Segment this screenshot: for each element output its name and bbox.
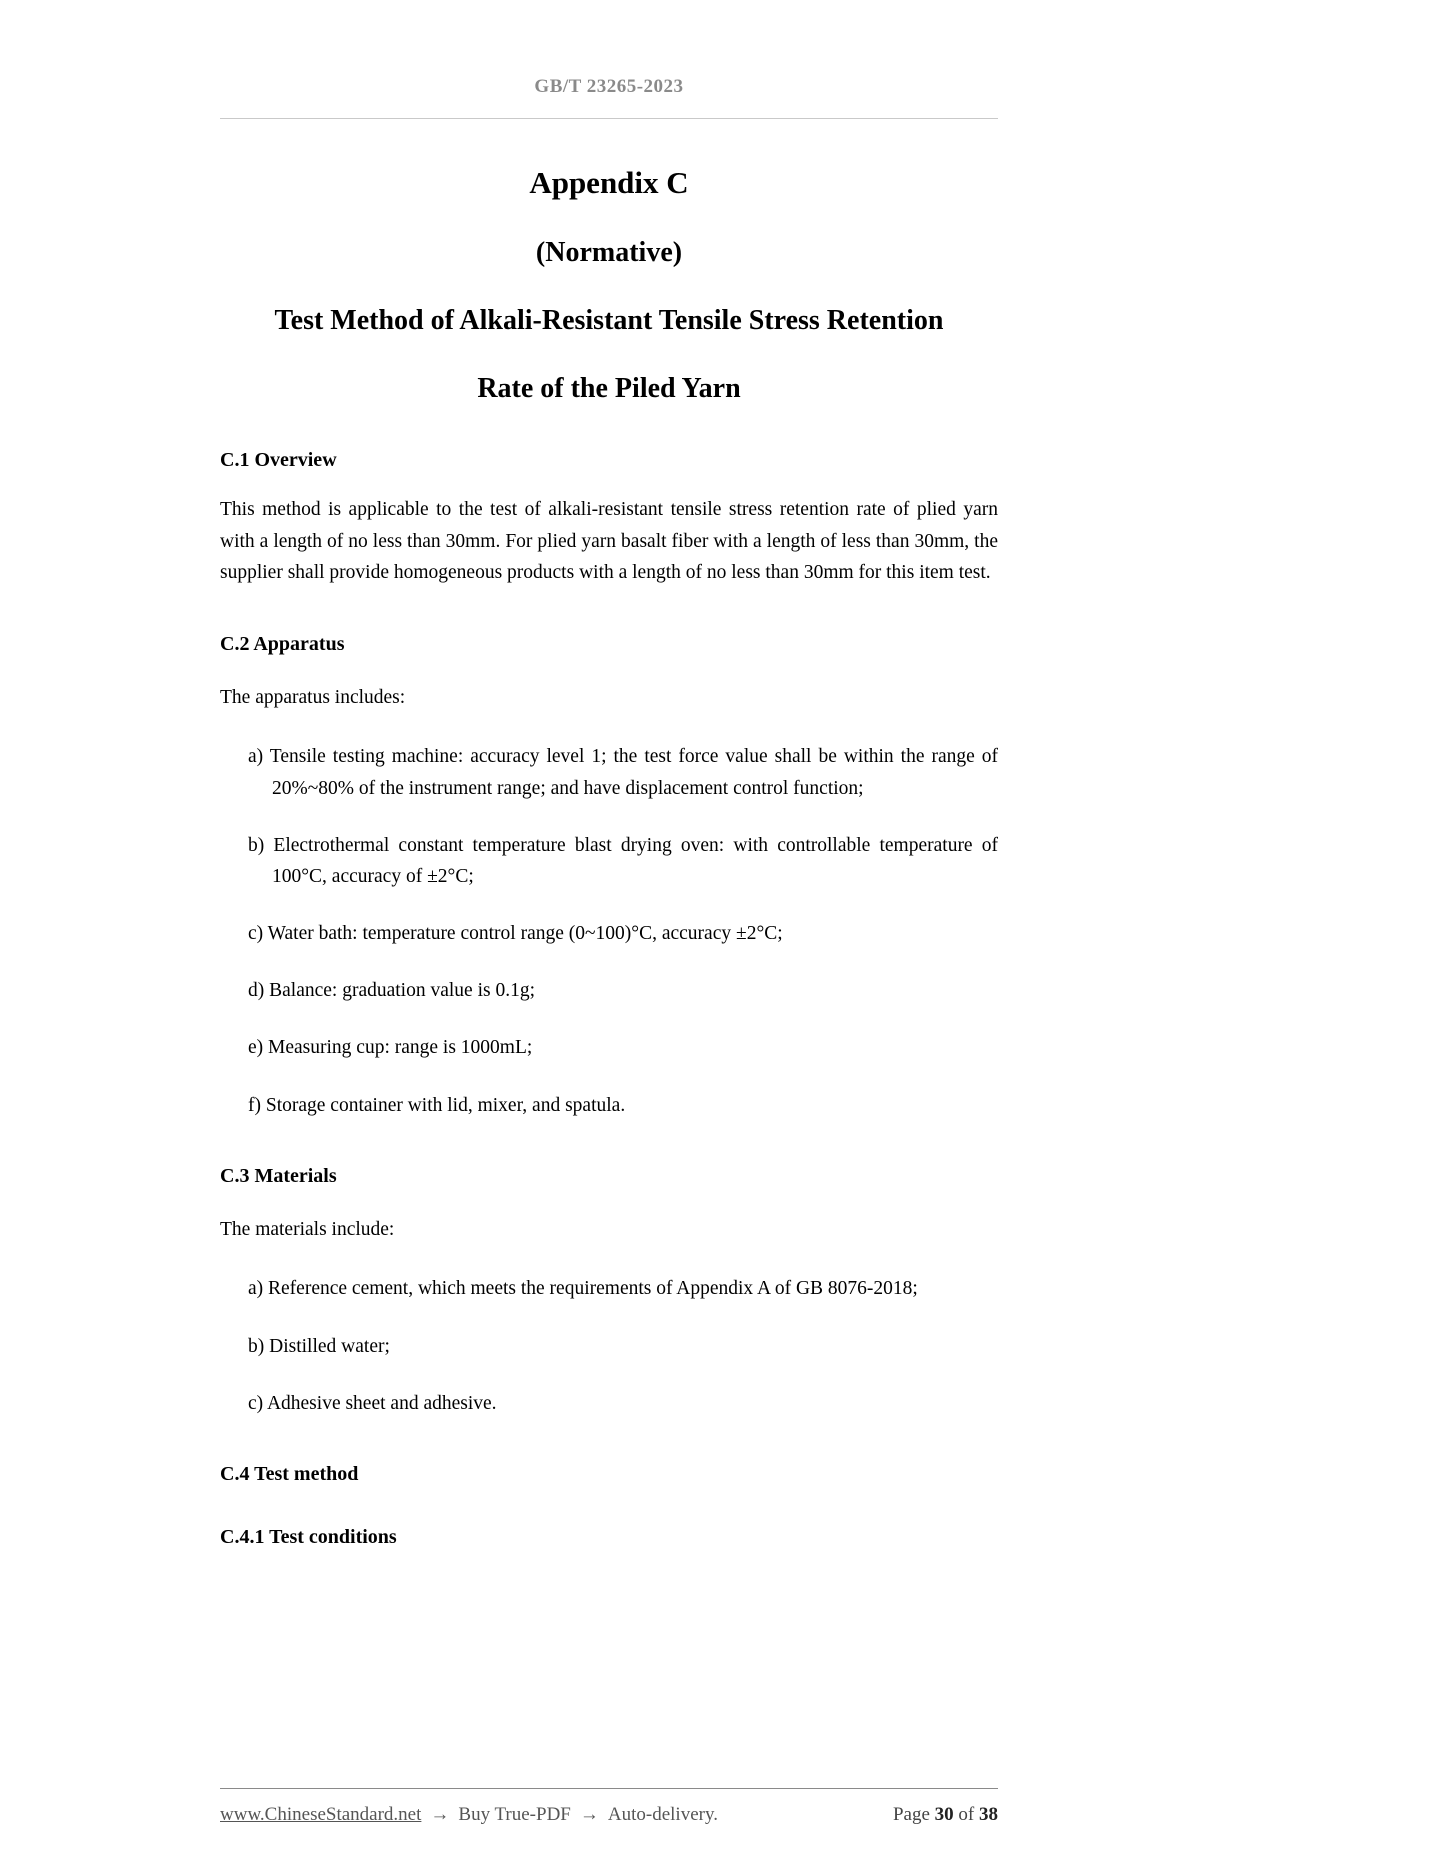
of-label: of bbox=[958, 1804, 975, 1825]
section-heading-c4: C.4 Test method bbox=[220, 1462, 359, 1485]
section-c1 bbox=[220, 449, 998, 589]
header-divider bbox=[220, 118, 998, 119]
list-item: e) Measuring cup: range is 1000mL; bbox=[248, 1037, 533, 1059]
apparatus-list bbox=[220, 741, 998, 1121]
section-c4 bbox=[220, 1463, 998, 1549]
normative-label: (Normative) bbox=[535, 237, 683, 268]
list-item: b) Electrothermal constant temperature blast drying oven: with controllable temperature of 100°C, accuracy of ±2°C; bbox=[248, 834, 998, 887]
page-indicator bbox=[893, 1804, 998, 1826]
document-title-line-1: Test Method of Alkali-Resistant Tensile Stress Retention bbox=[274, 305, 944, 336]
materials-list bbox=[220, 1273, 998, 1419]
section-c3-intro: The materials include: bbox=[220, 1218, 395, 1240]
list-item: a) Tensile testing machine: accuracy level 1; the test force value shall be within the range of 20%~80% of the instrument range; and have displacement control function; bbox=[248, 746, 998, 799]
page-content bbox=[220, 0, 998, 1549]
page-label: Page bbox=[892, 1804, 930, 1825]
website-link[interactable]: www.ChineseStandard.net bbox=[220, 1804, 422, 1825]
footer-source-line bbox=[220, 1804, 718, 1826]
section-c2-intro: The apparatus includes: bbox=[220, 686, 406, 708]
section-c3 bbox=[220, 1165, 998, 1419]
section-heading-c3: C.3 Materials bbox=[220, 1164, 337, 1187]
list-item: f) Storage container with lid, mixer, and spatula. bbox=[248, 1094, 626, 1116]
list-item: c) Water bath: temperature control range (0~100)°C, accuracy ±2°C; bbox=[248, 923, 783, 945]
list-item: c) Adhesive sheet and adhesive. bbox=[248, 1392, 497, 1414]
total-page-number: 38 bbox=[979, 1804, 998, 1825]
current-page-number: 30 bbox=[934, 1804, 954, 1825]
auto-delivery-label: Auto-delivery. bbox=[607, 1804, 718, 1825]
section-heading-c2: C.2 Apparatus bbox=[220, 632, 345, 655]
standard-number: GB/T 23265-2023 bbox=[534, 76, 684, 97]
section-c2 bbox=[220, 633, 998, 1121]
appendix-title: Appendix C bbox=[529, 165, 689, 200]
section-heading-c41: C.4.1 Test conditions bbox=[220, 1525, 397, 1548]
list-item: d) Balance: graduation value is 0.1g; bbox=[248, 980, 535, 1002]
list-item: a) Reference cement, which meets the requirements of Appendix A of GB 8076-2018; bbox=[248, 1278, 918, 1300]
document-title-line-2: Rate of the Piled Yarn bbox=[477, 373, 741, 404]
page-footer bbox=[220, 1788, 998, 1826]
section-c1-paragraph: This method is applicable to the test of alkali-resistant tensile stress retention rate of plied yarn with a length of no less than 30mm. For plied yarn basalt fiber with a length of less than 30mm, the supplier shall provide homogeneous products with a length of no less than 30mm for this item test. bbox=[220, 499, 998, 584]
arrow-right-icon: → bbox=[430, 1804, 450, 1825]
list-item: b) Distilled water; bbox=[248, 1335, 390, 1357]
buy-true-pdf-label: Buy True-PDF bbox=[458, 1804, 571, 1825]
section-heading-c1: C.1 Overview bbox=[220, 449, 337, 471]
title-block bbox=[220, 165, 998, 405]
arrow-right-icon: → bbox=[579, 1804, 599, 1825]
